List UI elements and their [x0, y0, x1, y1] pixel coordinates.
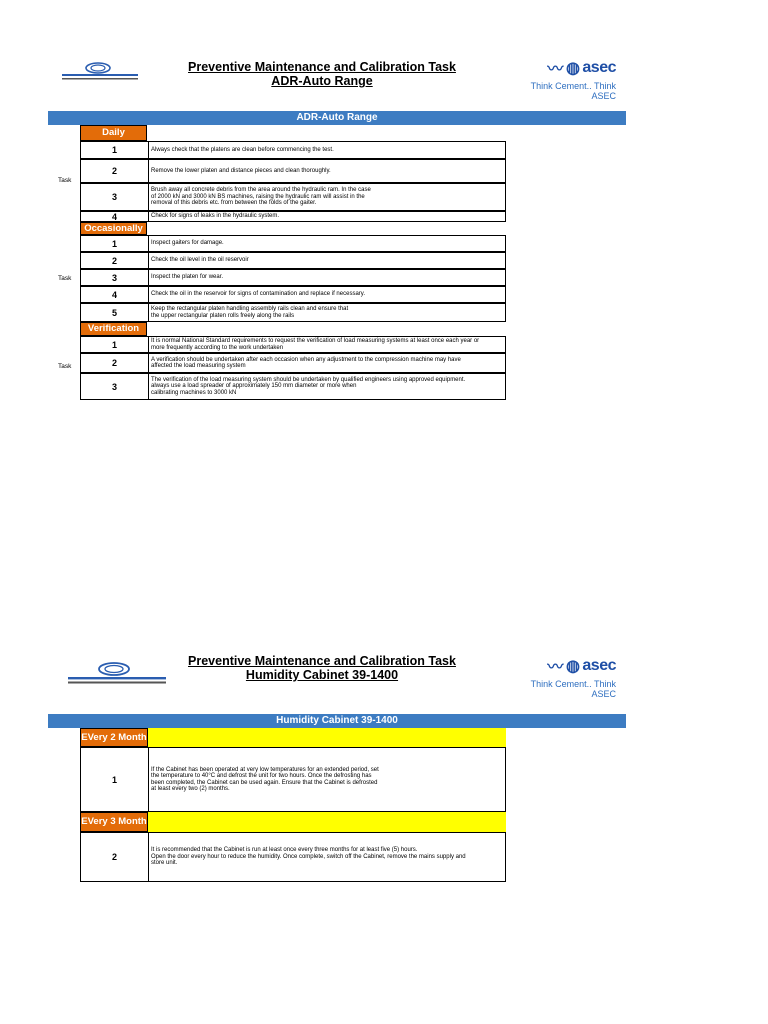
highlight-fill [148, 812, 506, 832]
table-row: 3 Inspect the platen for wear. [80, 269, 506, 286]
table-row: 1 Always check that the platens are clean before commencing the test. [80, 141, 506, 159]
table-row: 3 The verification of the load measuring system should be undertaken by qualified engineers using approved equipment. always use a load spreader of approximately 150 mm diameter or more when calibrating machines to 3000 kN [80, 373, 506, 400]
wave-icon: ◍ [565, 59, 580, 77]
wave-icon: ◍ [565, 657, 580, 675]
table-row: 2 Check the oil level in the oil reservoir [80, 252, 506, 269]
section-band: Humidity Cabinet 39-1400 [48, 714, 626, 728]
table-row: 4 Check for signs of leaks in the hydraulic system. [80, 211, 506, 222]
section-band: ADR-Auto Range [48, 111, 626, 125]
table-row: 2 A verification should be undertaken after each occasion when any adjustment to the compression machine may have affected the load measuring system [80, 353, 506, 373]
verification-header: Verification [80, 322, 147, 336]
table-row: 5 Keep the rectangular platen handling assembly rails clean and ensure that the upper rectangular platen rolls freely along the rails [80, 303, 506, 322]
occasionally-header: Occasionally [80, 222, 147, 235]
company-logo [58, 60, 138, 88]
brand-tagline: Think Cement.. Think ASEC [530, 679, 616, 699]
asec-brand: 〰 ◍ asec Think Cement.. Think ASEC [506, 654, 616, 699]
asec-brand: 〰 ◍ asec Think Cement.. Think ASEC [506, 56, 616, 101]
swoosh-icon: 〰 [547, 659, 563, 676]
table-row: 1 It is normal National Standard requirements to request the verification of load measuring systems at least once each year or more frequently according to the work undertaken [80, 336, 506, 353]
page-title: Preventive Maintenance and Calibration Task ADR-Auto Range [188, 60, 456, 88]
task-label: Task [58, 177, 72, 184]
every-3-month-header: EVery 3 Month [80, 812, 148, 832]
highlight-fill [148, 728, 506, 747]
table-row: 2 It is recommended that the Cabinet is run at least once every three months for at least five (5) hours. Open the door every hour to reduce the humidity. Once complete, switch off the Cabinet, remove the mains supply and store unit. [80, 832, 506, 882]
brand-tagline: Think Cement.. Think ASEC [530, 81, 616, 101]
swoosh-icon: 〰 [547, 61, 563, 78]
every-3-month-row [80, 812, 506, 832]
table-row: 2 Remove the lower platen and distance pieces and clean thoroughly. [80, 159, 506, 183]
page-title: Preventive Maintenance and Calibration Task Humidity Cabinet 39-1400 [188, 654, 456, 682]
table-row: 1 If the Cabinet has been operated at very low temperatures for an extended period, set the temperature to 40°C and defrost the unit for two hours. Once the defrosting has been completed, the Cabinet can be used again. Ensure that the Cabinet is defrosted at least every two (2) months. [80, 747, 506, 812]
every-2-month-row [80, 728, 506, 747]
table-row: 3 Brush away all concrete debris from the area around the hydraulic ram. In the case of 2000 kN and 3000 kN BS machines, raising the hydraulic ram will assist in the removal of this debris etc. from between the folds of the gaiter. [80, 183, 506, 211]
task-label: Task [58, 275, 72, 282]
company-logo [64, 660, 144, 688]
table-row: 1 Inspect gaiters for damage. [80, 235, 506, 252]
every-2-month-header: EVery 2 Month [80, 728, 148, 747]
daily-header: Daily [80, 125, 147, 141]
table-row: 4 Check the oil in the reservoir for signs of contamination and replace if necessary. [80, 286, 506, 303]
task-label: Task [58, 363, 72, 370]
